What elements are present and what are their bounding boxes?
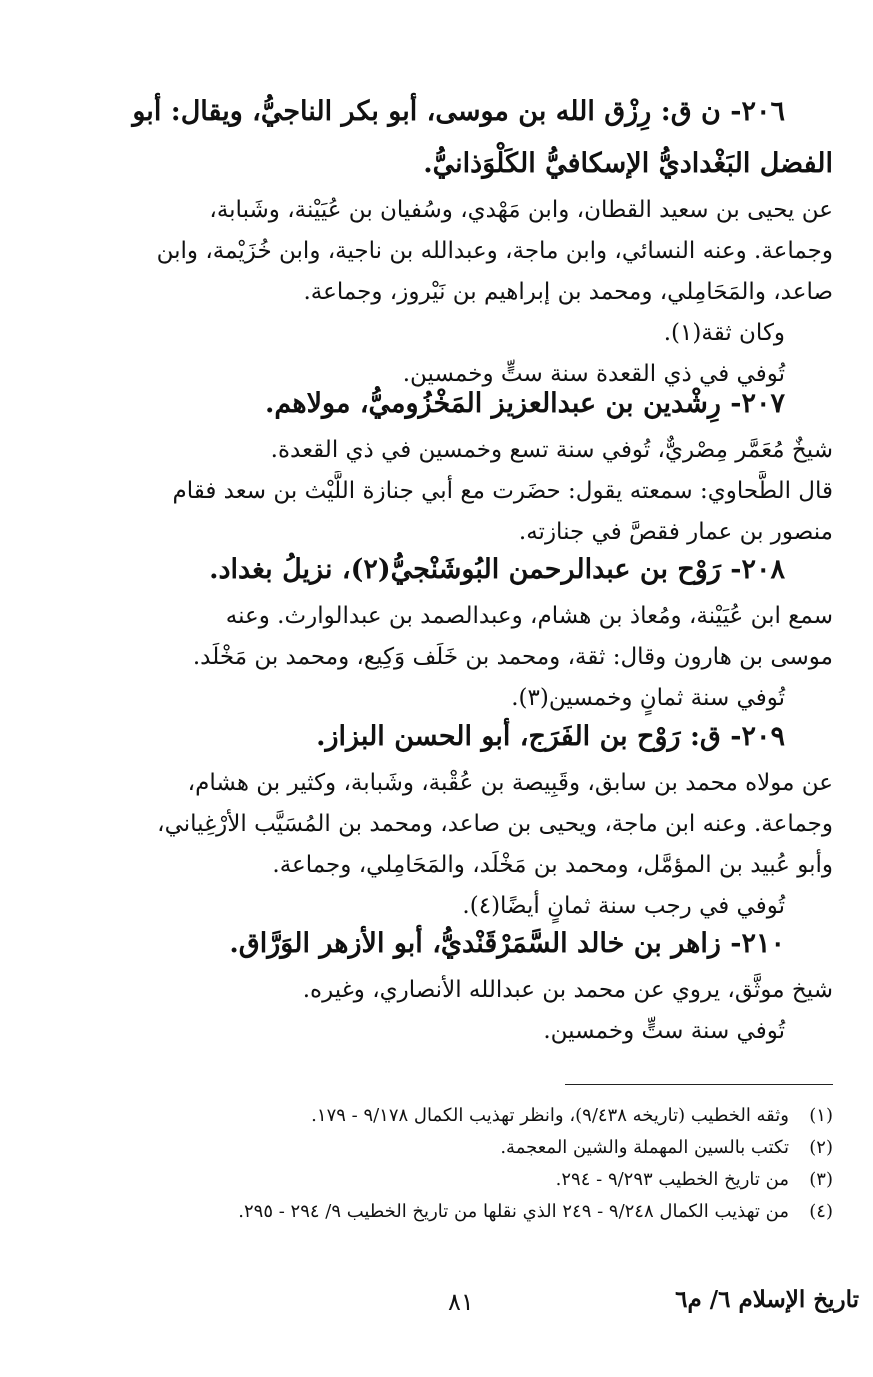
footnote-text: من تهذيب الكمال ٩/٢٤٨ - ٢٤٩ الذي نقلها من تاريخ الخطيب ٩/ ٢٩٤ - ٢٩٥. bbox=[238, 1201, 789, 1222]
entry-208-heading bbox=[88, 544, 833, 596]
body-line: سمع ابن عُيَيْنة، ومُعاذ بن هشام، وعبدالصمد بن عبدالوارث. وعنه bbox=[225, 603, 833, 629]
entry-207-heading bbox=[88, 378, 833, 430]
footnote-divider bbox=[565, 1084, 833, 1085]
entry-208-body bbox=[88, 596, 833, 719]
body-line: عن يحيى بن سعيد القطان، وابن مَهْدي، وسُفيان بن عُيَيْنة، وشَبابة، bbox=[209, 197, 833, 223]
entry-209-heading bbox=[88, 711, 833, 763]
heading-line: ٢٠٨- رَوْح بن عبدالرحمن البُوشَنْجيُّ(٢)، نزيلُ بغداد. bbox=[209, 554, 785, 585]
footnote-3 bbox=[120, 1164, 833, 1196]
footnotes bbox=[120, 1100, 833, 1228]
running-footer: تاريخ الإسلام ٦/ م٦ bbox=[675, 1286, 859, 1313]
body-line: وجماعة. وعنه ابن ماجة، ويحيى بن صاعد، ومحمد بن المُسَيَّب الأرْغِياني، bbox=[157, 811, 833, 837]
body-line: تُوفي في ذي القعدة سنة ستٍّ وخمسين. bbox=[402, 361, 785, 387]
footnote-marker: (٢) bbox=[809, 1137, 833, 1158]
entry-209 bbox=[88, 711, 833, 927]
entry-208 bbox=[88, 544, 833, 719]
body-line: تُوفي سنة ستٍّ وخمسين. bbox=[543, 1018, 785, 1044]
body-line: شيخ موثَّق، يروي عن محمد بن عبدالله الأنصاري، وغيره. bbox=[302, 977, 833, 1003]
body-line: وكان ثقة(١). bbox=[663, 320, 785, 346]
entry-210-heading bbox=[88, 918, 833, 970]
heading-line: ٢١٠- زاهر بن خالد السَّمَرْقَنْديُّ، أبو الأزهر الوَرَّاق. bbox=[229, 928, 785, 959]
entry-207-body bbox=[88, 430, 833, 553]
footnote-text: تكتب بالسين المهملة والشين المعجمة. bbox=[500, 1137, 789, 1158]
body-line: منصور بن عمار فقصَّ في جنازته. bbox=[518, 519, 833, 545]
entry-210-body bbox=[88, 970, 833, 1052]
entry-209-body bbox=[88, 763, 833, 927]
entry-206 bbox=[88, 86, 833, 395]
body-line: قال الطَّحاوي: سمعته يقول: حضَرت مع أبي جنازة اللَّيْث بن سعد فقام bbox=[172, 478, 833, 504]
entry-206-body bbox=[88, 190, 833, 395]
footnote-marker: (٤) bbox=[809, 1201, 833, 1222]
entry-207 bbox=[88, 378, 833, 553]
body-line: موسى بن هارون وقال: ثقة، ومحمد بن خَلَف وَكِيع، ومحمد بن مَخْلَد. bbox=[192, 644, 833, 670]
footnote-1 bbox=[120, 1100, 833, 1132]
entry-206-heading bbox=[88, 86, 833, 190]
body-line: وجماعة. وعنه النسائي، وابن ماجة، وعبدالله بن ناجية، وابن خُزَيْمة، وابن bbox=[156, 238, 833, 264]
body-line: وأبو عُبيد بن المؤمَّل، ومحمد بن مَخْلَد، والمَحَامِلي، وجماعة. bbox=[272, 852, 833, 878]
page-number: ٨١ bbox=[448, 1288, 474, 1316]
body-line: تُوفي في رجب سنة ثمانٍ أيضًا(٤). bbox=[462, 893, 785, 919]
heading-line: الفضل البَغْداديُّ الإسكافيُّ الكَلْوَذانيُّ. bbox=[423, 148, 833, 179]
entry-210 bbox=[88, 918, 833, 1052]
body-line: عن مولاه محمد بن سابق، وقَبِيصة بن عُقْبة، وشَبابة، وكثير بن هشام، bbox=[187, 770, 833, 796]
body-line: شيخٌ مُعَمَّر مِصْريٌّ، تُوفي سنة تسع وخمسين في ذي القعدة. bbox=[270, 437, 833, 463]
body-line: تُوفي سنة ثمانٍ وخمسين(٣). bbox=[511, 685, 785, 711]
heading-line: ٢٠٩- ق: رَوْح بن الفَرَج، أبو الحسن البزاز. bbox=[316, 721, 785, 752]
body-line: صاعد، والمَحَامِلي، ومحمد بن إبراهيم بن نَيْروز، وجماعة. bbox=[303, 279, 833, 305]
footnote-2 bbox=[120, 1132, 833, 1164]
footnote-marker: (١) bbox=[809, 1105, 833, 1126]
footnote-text: وثقه الخطيب (تاريخه ٩/٤٣٨)، وانظر تهذيب الكمال ٩/١٧٨ - ١٧٩. bbox=[311, 1105, 789, 1126]
footnote-4 bbox=[120, 1196, 833, 1228]
heading-line: ٢٠٦- ن ق: رِزْق الله بن موسى، أبو بكر الناجيُّ، ويقال: أبو bbox=[132, 96, 785, 127]
footnote-marker: (٣) bbox=[809, 1169, 833, 1190]
footnote-text: من تاريخ الخطيب ٩/٢٩٣ - ٢٩٤. bbox=[555, 1169, 789, 1190]
heading-line: ٢٠٧- رِشْدين بن عبدالعزيز المَخْزُوميُّ، مولاهم. bbox=[265, 388, 785, 419]
